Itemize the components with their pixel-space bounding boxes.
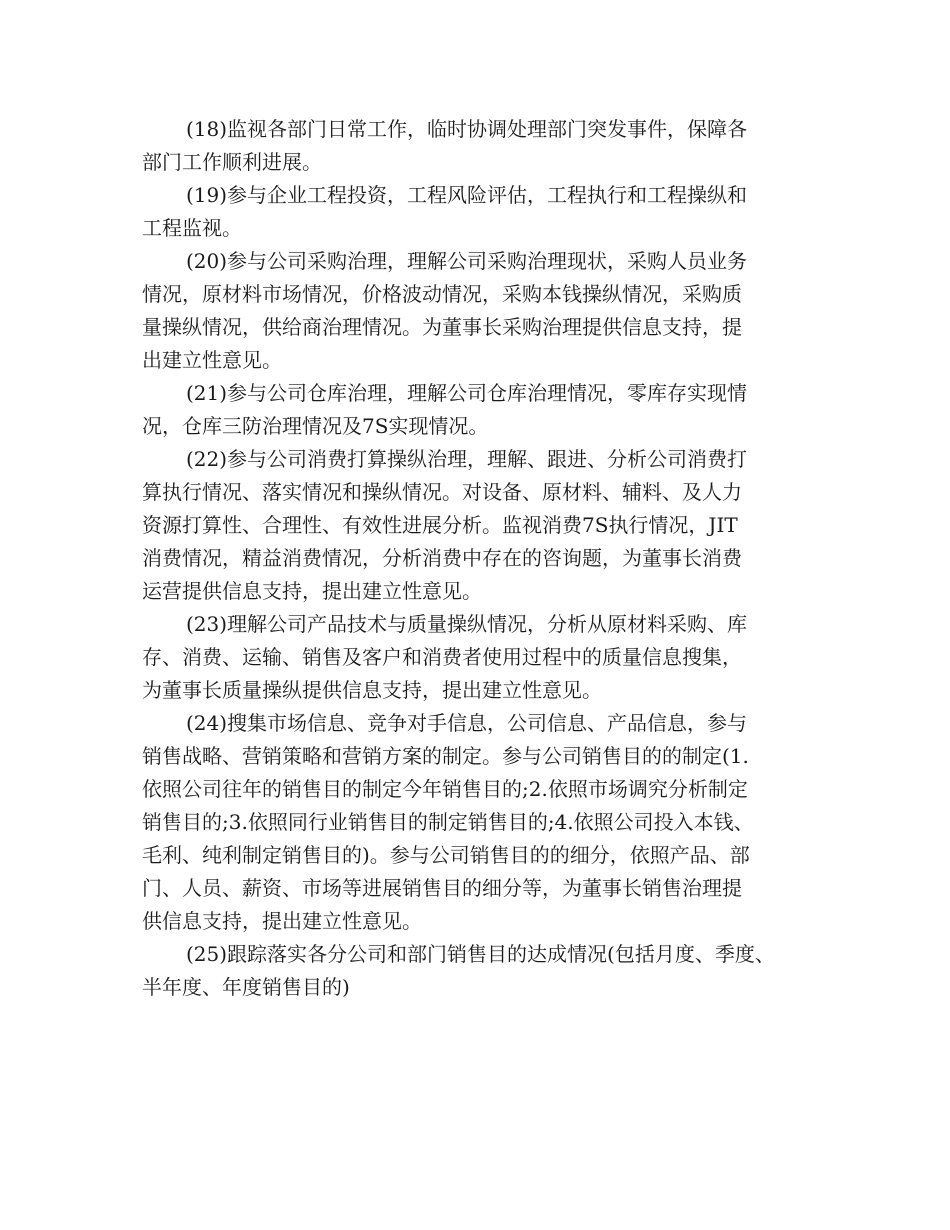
paragraph-24-line-7: 供信息支持，提出建立性意见。 xyxy=(142,909,422,933)
paragraph-20-line-1: (20)参与公司采购治理，理解公司采购治理现状，采购人员业务 xyxy=(186,249,748,273)
paragraph-22-line-1: (22)参与公司消费打算操纵治理，理解、跟进、分析公司消费打 xyxy=(186,447,748,471)
paragraph-20-line-4: 出建立性意见。 xyxy=(142,348,282,372)
paragraph-24-line-4: 销售目的;3.依照同行业销售目的制定销售目的;4.依照公司投入本钱、 xyxy=(142,810,754,834)
paragraph-24-line-5: 毛利、纯利制定销售目的)。参与公司销售目的的细分，依照产品、部 xyxy=(142,843,750,867)
paragraph-23-line-1: (23)理解公司产品技术与质量操纵情况，分析从原材料采购、库 xyxy=(186,612,748,636)
paragraph-22-line-4: 消费情况，精益消费情况，分析消费中存在的咨询题，为董事长消费 xyxy=(142,546,742,570)
paragraph-23-line-3: 为董事长质量操纵提供信息支持，提出建立性意见。 xyxy=(142,678,602,702)
paragraph-21-line-2: 况，仓库三防治理情况及7S实现情况。 xyxy=(142,414,489,438)
paragraph-22-line-5: 运营提供信息支持，提出建立性意见。 xyxy=(142,579,482,603)
paragraph-25-line-1: (25)跟踪落实各分公司和部门销售目的达成情况(包括月度、季度、 xyxy=(186,942,775,966)
paragraph-19-line-2: 工程监视。 xyxy=(142,216,242,240)
paragraph-20-line-3: 量操纵情况，供给商治理情况。为董事长采购治理提供信息支持，提 xyxy=(142,315,742,339)
paragraph-22-line-2: 算执行情况、落实情况和操纵情况。对设备、原材料、辅料、及人力 xyxy=(142,480,742,504)
paragraph-19-line-1: (19)参与企业工程投资，工程风险评估，工程执行和工程操纵和 xyxy=(186,183,748,207)
paragraph-21-line-1: (21)参与公司仓库治理，理解公司仓库治理情况，零库存实现情 xyxy=(186,381,748,405)
paragraph-24-line-1: (24)搜集市场信息、竞争对手信息，公司信息、产品信息，参与 xyxy=(186,711,748,735)
paragraph-24-line-6: 门、人员、薪资、市场等进展销售目的细分等，为董事长销售治理提 xyxy=(142,876,742,900)
paragraph-24-line-2: 销售战略、营销策略和营销方案的制定。参与公司销售目的的制定(1. xyxy=(142,744,749,768)
paragraph-25-line-2: 半年度、年度销售目的) xyxy=(142,975,350,999)
document-body xyxy=(142,113,812,1004)
paragraph-24-line-3: 依照公司往年的销售目的制定今年销售目的;2.依照市场调究分析制定 xyxy=(142,777,748,801)
paragraph-20-line-2: 情况，原材料市场情况，价格波动情况，采购本钱操纵情况，采购质 xyxy=(142,282,742,306)
paragraph-18-line-1: (18)监视各部门日常工作，临时协调处理部门突发事件，保障各 xyxy=(186,117,748,141)
paragraph-23-line-2: 存、消费、运输、销售及客户和消费者使用过程中的质量信息搜集， xyxy=(142,645,742,669)
paragraph-18-line-2: 部门工作顺利进展。 xyxy=(142,150,322,174)
paragraph-22-line-3: 资源打算性、合理性、有效性进展分析。监视消费7S执行情况，JIT xyxy=(142,513,738,537)
